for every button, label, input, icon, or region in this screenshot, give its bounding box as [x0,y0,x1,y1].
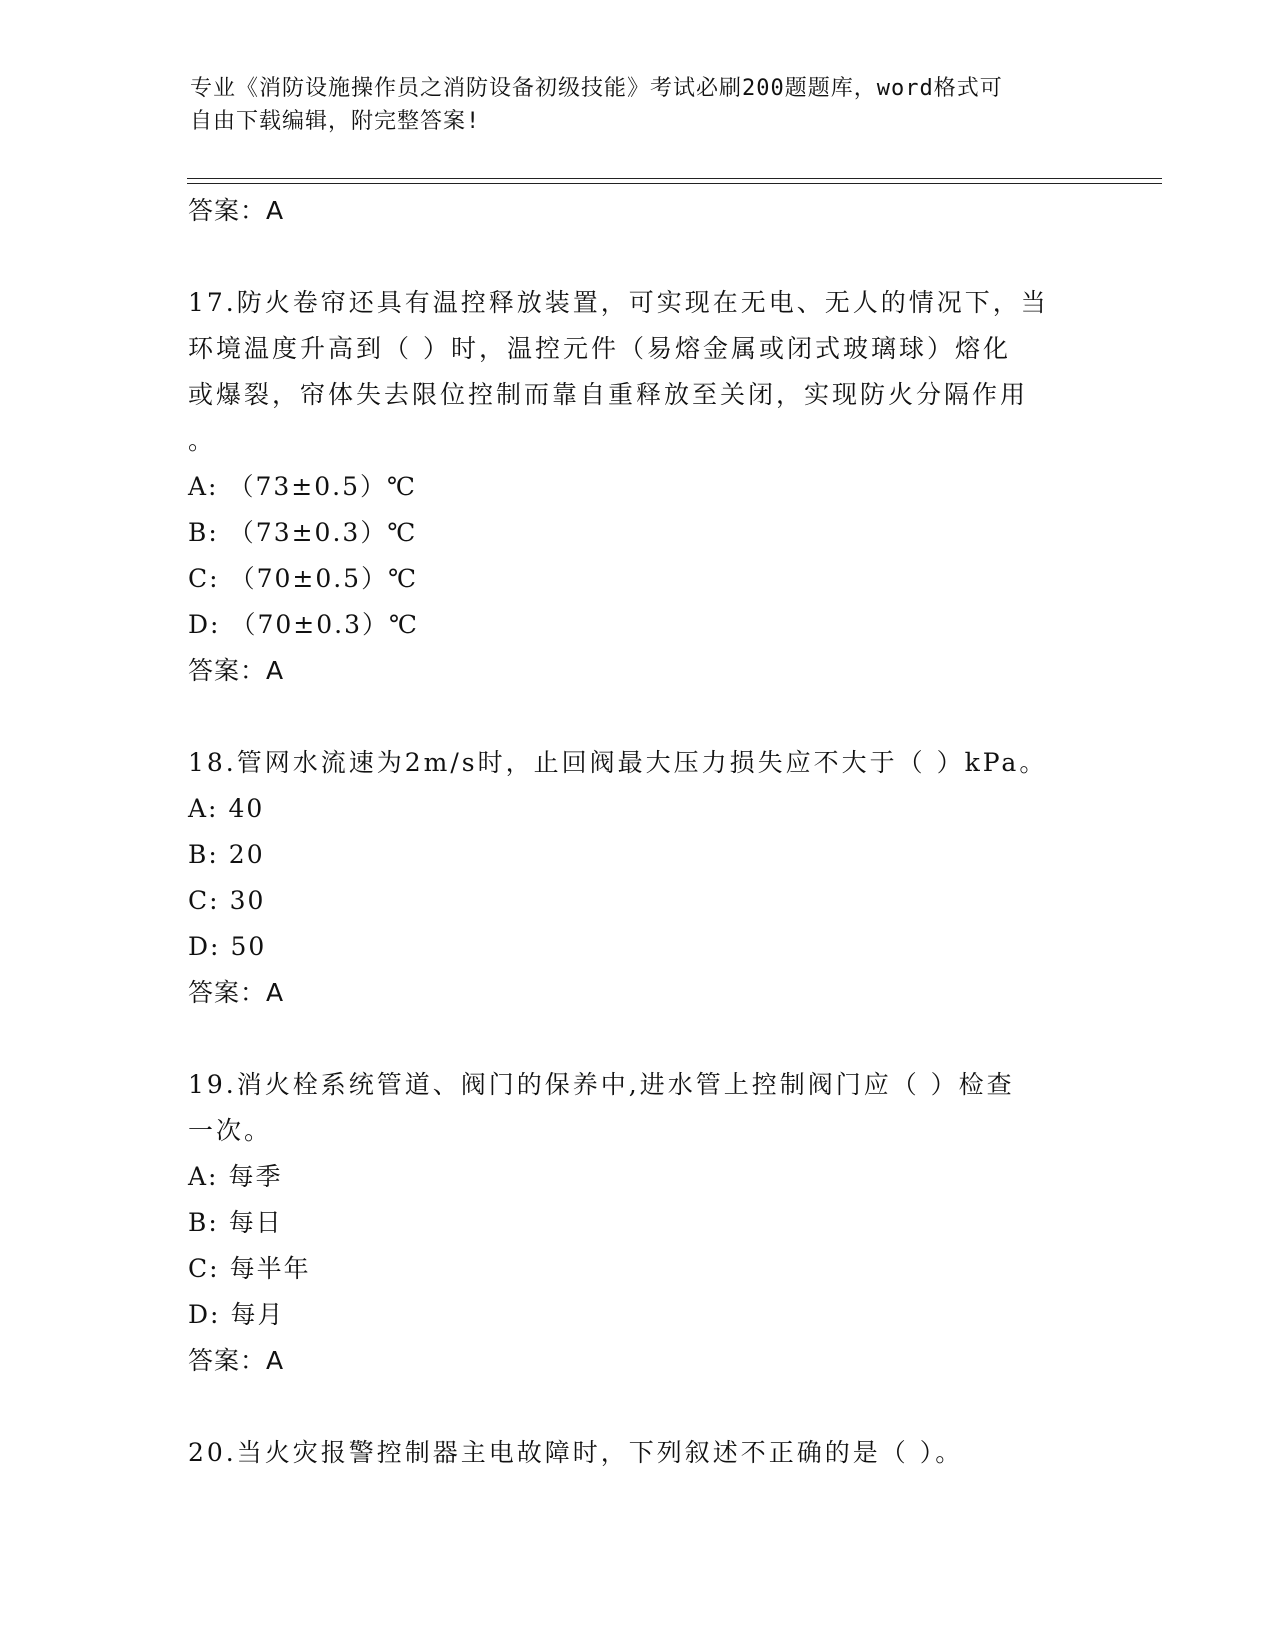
question-18-option-a [188,786,1088,832]
question-18-line-1: 18.管网水流速为2m/s时，止回阀最大压力损失应不大于（ ）kPa。 [188,748,1048,777]
header-divider-top [187,178,1162,179]
question-17-option-d [188,602,1088,648]
question-19-option-a [188,1154,1088,1200]
option-text: 40 [228,794,265,823]
option-label: B: [188,840,219,869]
blank-line [188,1016,1088,1062]
header-divider-bottom [187,183,1162,184]
question-17-line-1: 17.防火卷帘还具有温控释放装置，可实现在无电、无人的情况下，当 [188,288,1049,317]
question-18-option-b [188,832,1088,878]
option-text: （73±0.5）℃ [228,472,417,501]
option-label: D: [188,610,221,639]
answer-line-q17: 答案：A [188,656,285,685]
answer-line-q16: 答案：A [188,196,285,225]
option-label: B: [188,518,219,547]
option-label: B: [188,1208,219,1237]
option-label: A: [188,472,219,501]
option-text: 50 [230,932,267,961]
blank-line [188,694,1088,740]
option-text: 每日 [228,1208,283,1237]
question-17-option-b [188,510,1088,556]
option-label: D: [188,1300,221,1329]
question-19-line-1: 19.消火栓系统管道、阀门的保养中,进水管上控制阀门应（ ）检查 [188,1070,1015,1099]
question-20 [188,1430,1088,1476]
question-18-option-c [188,878,1088,924]
option-label: C: [188,564,220,593]
option-label: C: [188,886,220,915]
document-header [190,72,1090,138]
question-17-line-3: 或爆裂，帘体失去限位控制而靠自重释放至关闭，实现防火分隔作用 [188,380,1029,409]
question-19-option-b [188,1200,1088,1246]
question-19-option-c [188,1246,1088,1292]
question-18-option-d [188,924,1088,970]
option-text: 每月 [230,1300,285,1329]
answer-line-q19: 答案：A [188,1346,285,1375]
document-body [188,188,1088,1476]
option-text: 30 [229,886,266,915]
option-text: 20 [228,840,265,869]
question-17-option-c [188,556,1088,602]
blank-line [188,234,1088,280]
option-label: A: [188,1162,219,1191]
question-17 [188,280,1088,464]
question-17-option-a [188,464,1088,510]
header-title-line-2: 自由下载编辑，附完整答案! [190,109,481,134]
question-20-line-1: 20.当火灾报警控制器主电故障时，下列叙述不正确的是（ ）。 [188,1438,964,1467]
question-19-option-d [188,1292,1088,1338]
question-17-line-2: 环境温度升高到（ ）时，温控元件（易熔金属或闭式玻璃球）熔化 [188,334,1011,363]
option-label: A: [188,794,219,823]
option-text: （73±0.3）℃ [228,518,418,547]
question-19 [188,1062,1088,1154]
option-text: （70±0.5）℃ [229,564,419,593]
question-17-line-4: 。 [188,426,217,455]
blank-line [188,1384,1088,1430]
question-18 [188,740,1088,786]
option-text: 每季 [228,1162,283,1191]
option-text: （70±0.3）℃ [230,610,419,639]
answer-line-q18: 答案：A [188,978,285,1007]
header-title-line-1: 专业《消防设施操作员之消防设备初级技能》考试必刷200题题库，word格式可 [190,76,1003,101]
option-label: D: [188,932,221,961]
option-label: C: [188,1254,220,1283]
option-text: 每半年 [229,1254,311,1283]
question-19-line-2: 一次。 [188,1116,273,1145]
